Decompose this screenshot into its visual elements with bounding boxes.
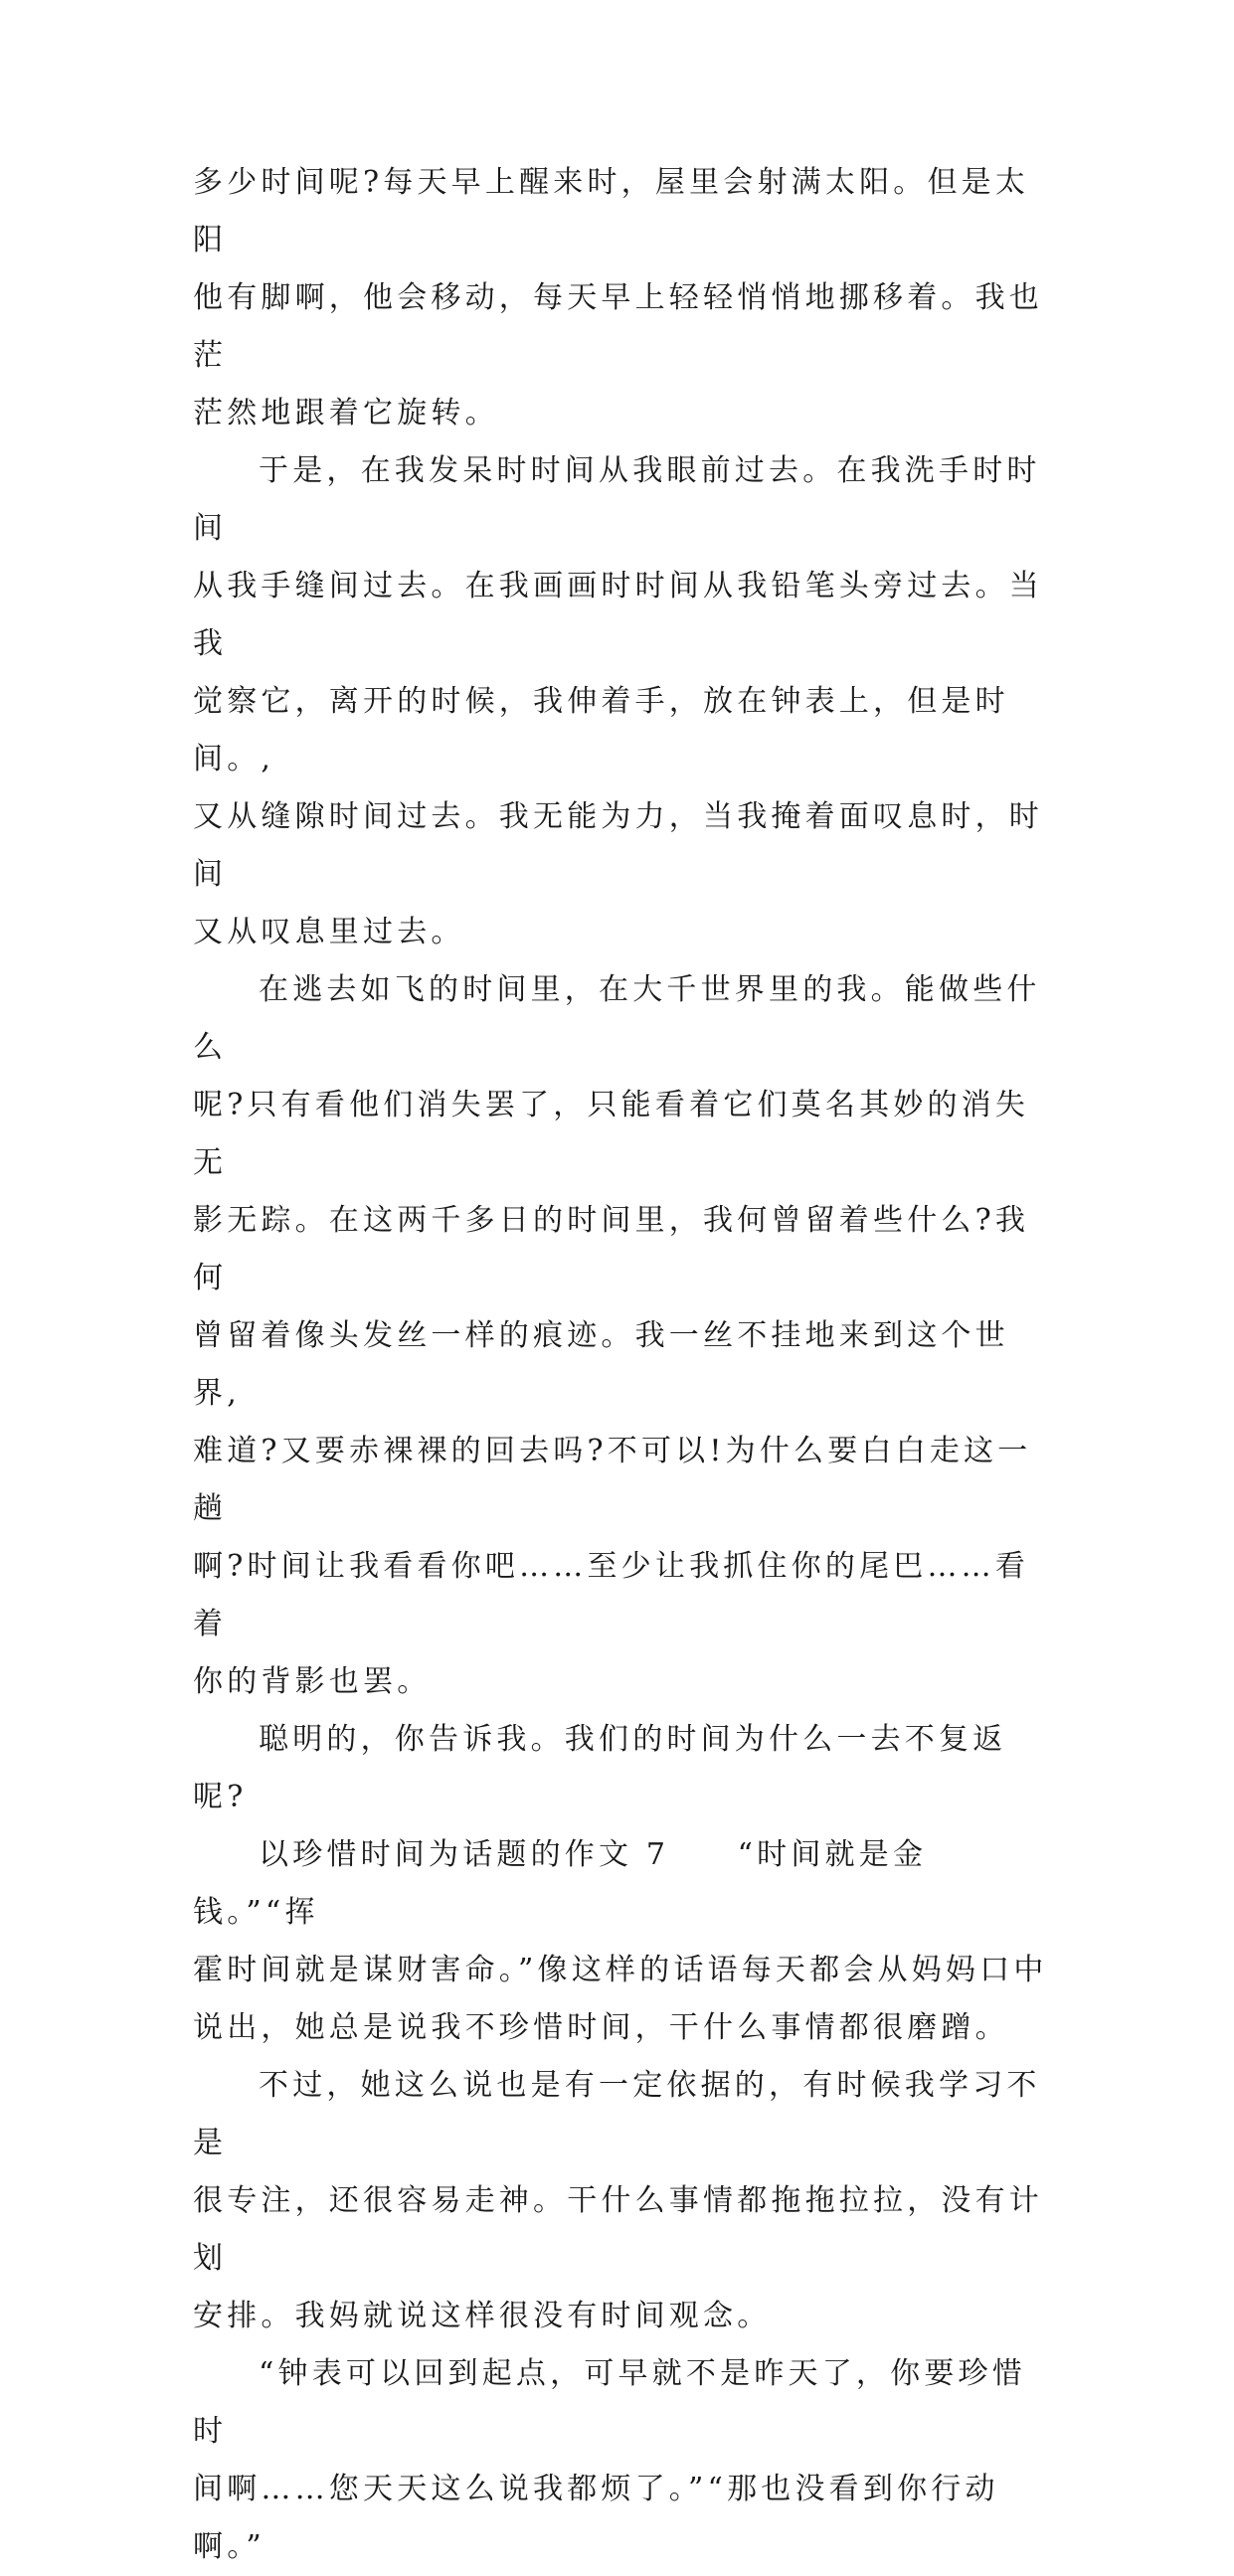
text-line: 曾留着像头发丝一样的痕迹。我一丝不挂地来到这个世界, <box>193 1318 1009 1411</box>
text-line: 说出，她总是说我不珍惜时间，干什么事情都很磨蹭。 <box>193 2010 1009 2045</box>
text-line: 他有脚啊，他会移动，每天早上轻轻悄悄地挪移着。我也茫 <box>193 280 1043 373</box>
paragraph-1 <box>193 154 1048 442</box>
text-line: 以珍惜时间为话题的作文 7 “时间就是金钱。”“挥 <box>193 1837 928 1930</box>
paragraph-4 <box>193 1711 1048 1826</box>
paragraph-3 <box>193 961 1048 1711</box>
text-line: 又从叹息里过去。 <box>193 915 465 949</box>
paragraph-5 <box>193 1826 1048 2057</box>
text-line: 呢?只有看他们消失罢了，只能看着它们莫名其妙的消失无 <box>193 1088 1030 1180</box>
text-line: 霍时间就是谋财害命。”像这样的话语每天都会从妈妈口中 <box>193 1953 1048 1987</box>
text-line: 间啊……您天天这么说我都烦了。”“那也没看到你行动啊。” <box>193 2472 999 2564</box>
text-line: 从我手缝间过去。在我画画时时间从我铅笔头旁过去。当我 <box>193 569 1043 661</box>
paragraph-6 <box>193 2057 1048 2345</box>
text-line: 安排。我妈就说这样很没有时间观念。 <box>193 2299 772 2333</box>
text-line: “钟表可以回到起点，可早就不是昨天了，你要珍惜时 <box>193 2356 1026 2449</box>
text-line: 影无踪。在这两千多日的时间里，我何曾留着些什么?我何 <box>193 1203 1030 1295</box>
paragraph-7 <box>193 2345 1048 2576</box>
text-line: 你的背影也罢。 <box>193 1664 432 1699</box>
text-line: 觉察它，离开的时候，我伸着手，放在钟表上，但是时间。, <box>193 684 1009 776</box>
text-line: 很专注，还很容易走神。干什么事情都拖拖拉拉，没有计划 <box>193 2183 1043 2276</box>
paragraph-2 <box>193 442 1048 961</box>
text-line: 难道?又要赤裸裸的回去吗?不可以!为什么要白白走这一趟 <box>193 1434 1032 1526</box>
text-line: 茫然地跟着它旋转。 <box>193 396 499 430</box>
text-line: 多少时间呢?每天早上醒来时，屋里会射满太阳。但是太阳 <box>193 165 1030 258</box>
text-line: 不过，她这么说也是有一定依据的，有时候我学习不是 <box>193 2068 1041 2160</box>
text-line: 在逃去如飞的时间里，在大千世界里的我。能做些什么 <box>193 972 1041 1065</box>
text-line: 又从缝隙时间过去。我无能为力，当我掩着面叹息时，时间 <box>193 799 1043 892</box>
document-body <box>193 154 1048 2576</box>
text-line: 于是，在我发呆时时间从我眼前过去。在我洗手时时间 <box>193 453 1041 546</box>
text-line: 啊?时间让我看看你吧……至少让我抓住你的尾巴……看着 <box>193 1549 1030 1641</box>
text-line: 聪明的，你告诉我。我们的时间为什么一去不复返呢? <box>193 1722 1007 1814</box>
